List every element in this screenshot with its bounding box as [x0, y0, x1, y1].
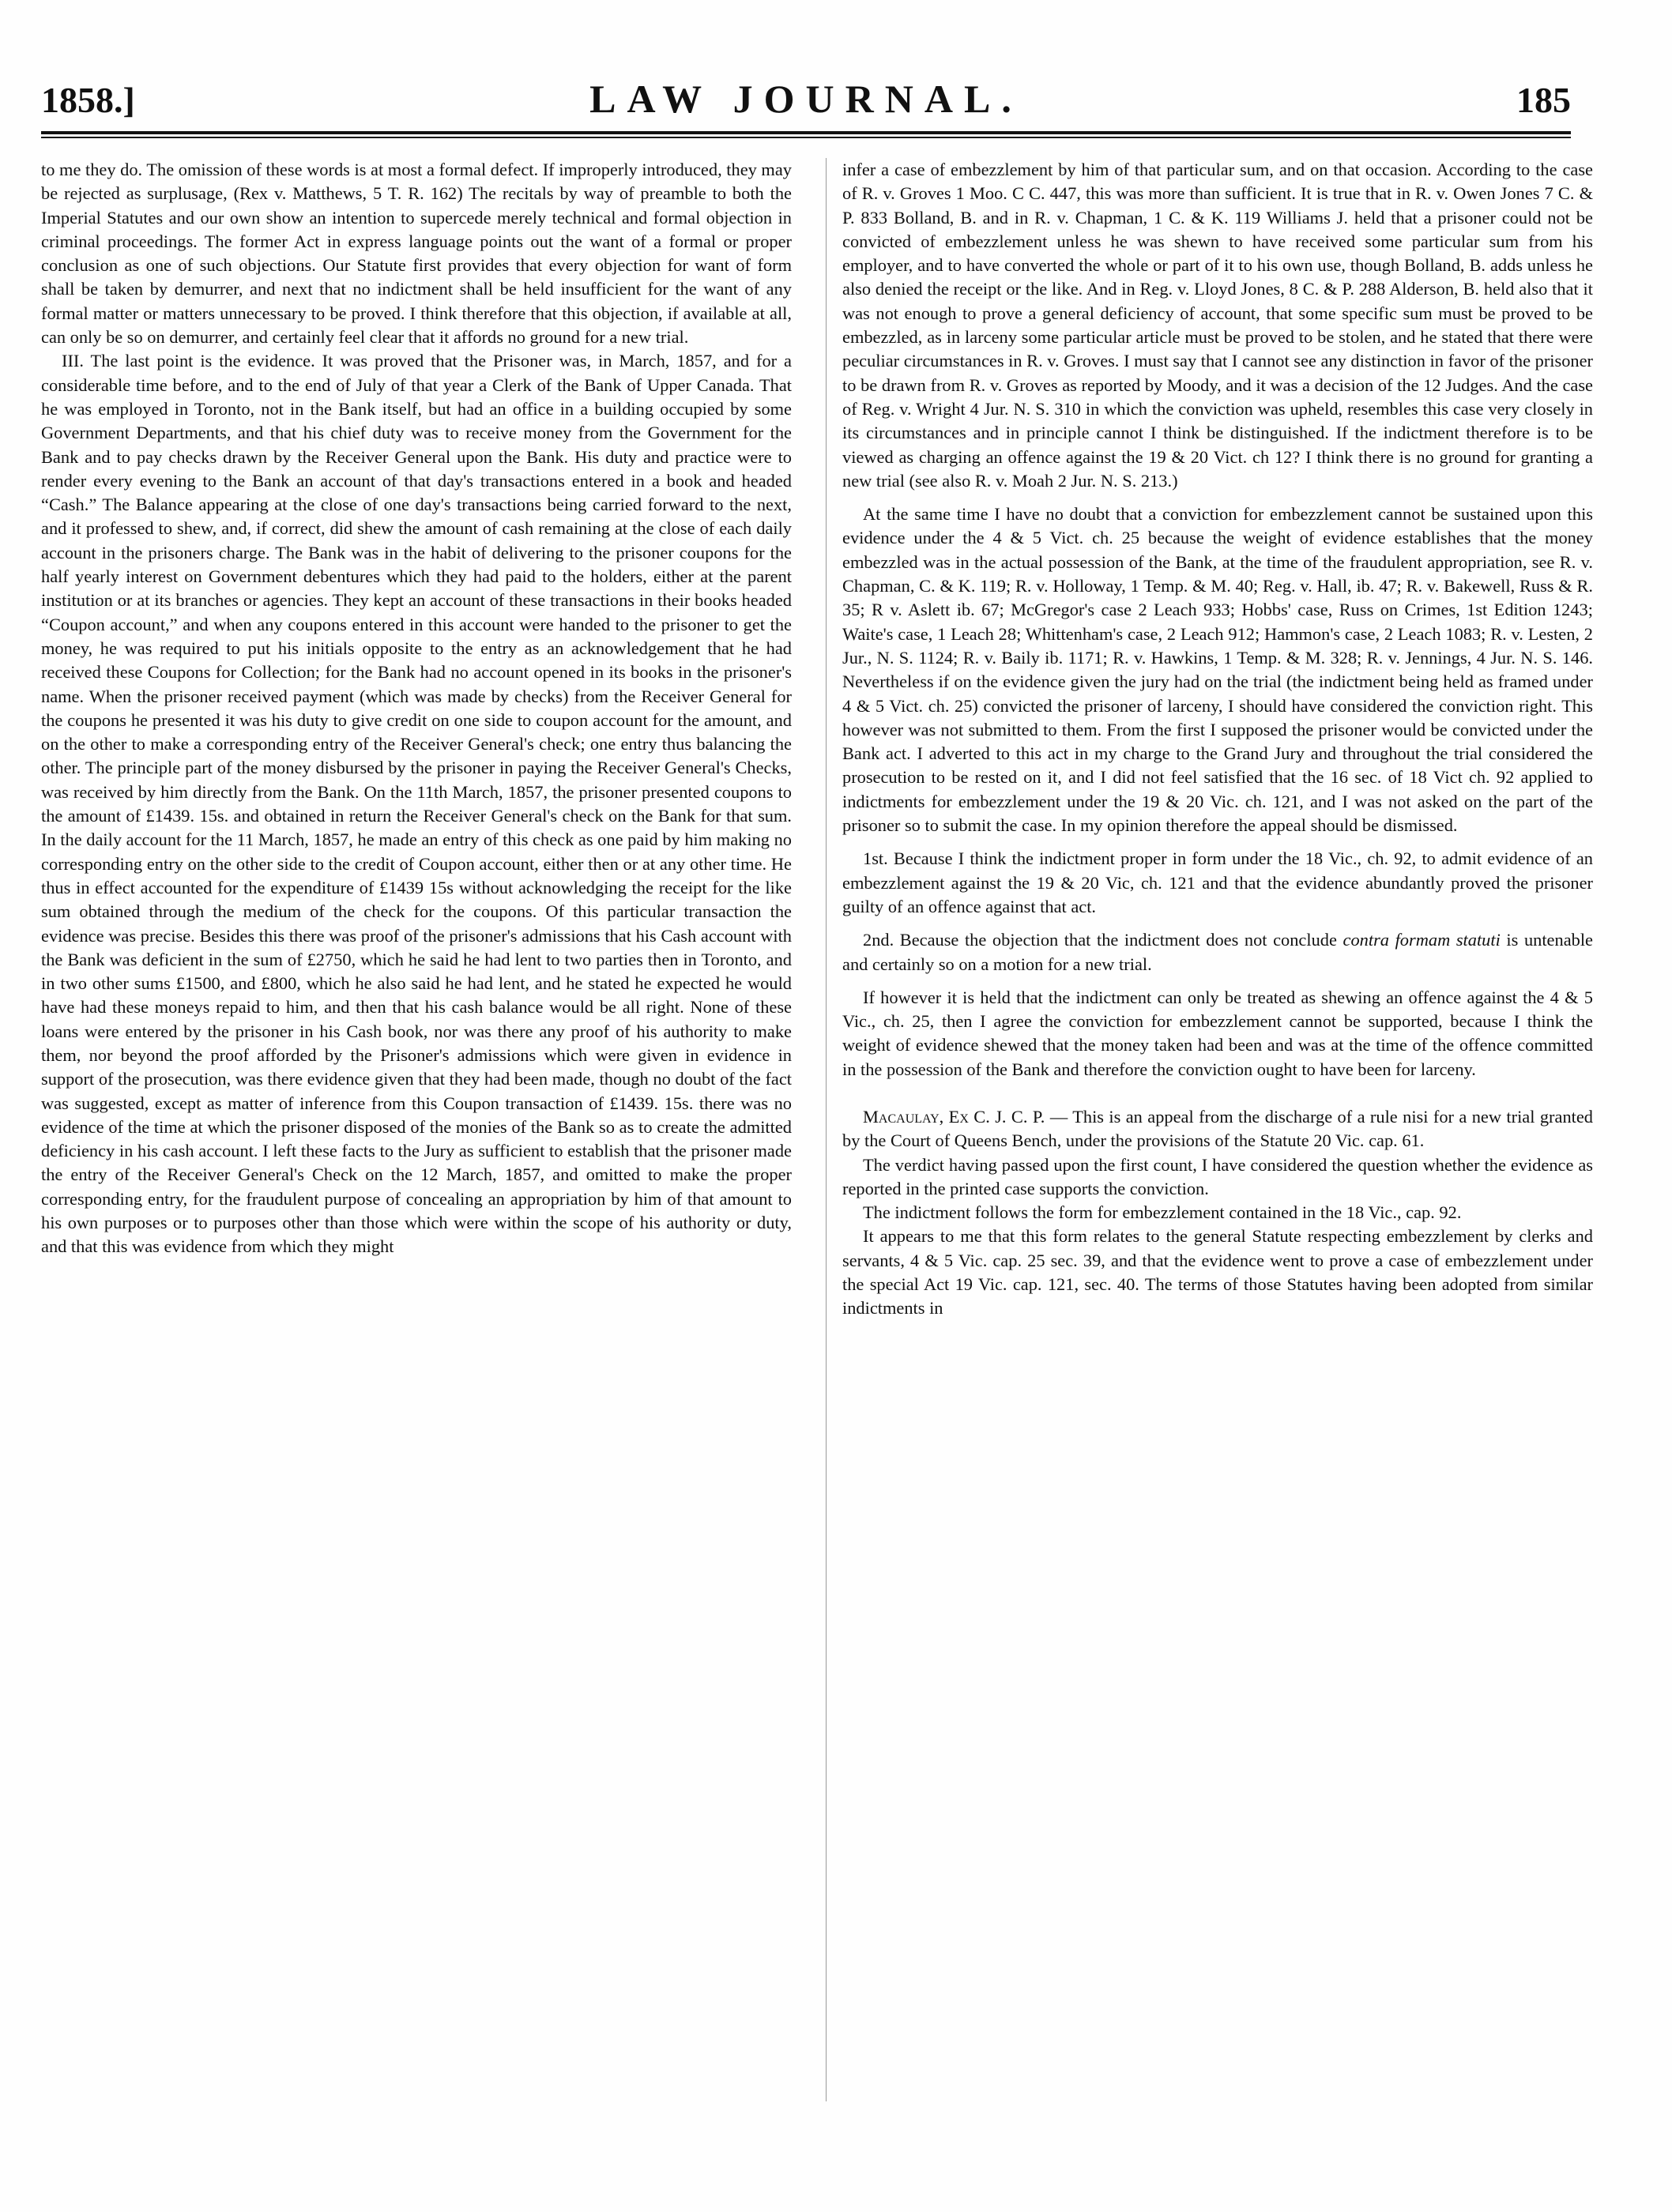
left-column	[41, 158, 792, 1259]
paragraph: to me they do. The omission of these words is at most a formal defect. If improperly introduced, they may be rejected as surplusage, (Rex v. Matthews, 5 T. R. 162) The recitals by way of preamble to both the Imperial Statutes and our own show an intention to supercede merely technical and formal objection in criminal proceedings. The former Act in express language points out the want of a formal or proper conclusion as one of such objections. Our Statute first provides that every objection for want of form shall be taken by demurrer, and next that no indictment shall be held insufficient for the want of any formal matter or matters unnecessary to be proved. I think therefore that this objection, if available at all, can only be so on demurrer, and certainly feel clear that it affords no ground for a new trial.	[41, 160, 792, 348]
judge-name: Macaulay, Ex C. J. C. P.	[863, 1106, 1045, 1127]
paragraph: It appears to me that this form relates to the general Statute respecting embezzlement by clerks and servants, 4 & 5 Vic. cap. 25 sec. 39, and that the evidence went to prove a case of embezzlement under the special Act 19 Vic. cap. 121, sec. 40. The terms of those Statutes having been adopted from similar indictments in	[842, 1226, 1593, 1319]
paragraph: The verdict having passed upon the first count, I have considered the question whether the evidence as reported in the printed case supports the conviction.	[842, 1154, 1593, 1198]
header-year: 1858.]	[41, 80, 135, 120]
text-run: 2nd. Because the objection that the indictment does not conclude	[863, 930, 1337, 950]
paragraph: The indictment follows the form for embezzlement contained in the 18 Vic., cap. 92.	[863, 1202, 1462, 1223]
paragraph: If however it is held that the indictment can only be treated as shewing an offence against the 4 & 5 Vic., ch. 25, then I agree the conviction for embezzlement cannot be supported, because I think the weight of evidence shewed that the money taken had been and was at the time of the offence committed in the possession of the Bank and therefore the conviction ought to have been for larceny.	[842, 987, 1593, 1079]
text-run: — This is an appeal from the discharge of a rule nisi for a new trial granted by the Court of Queens Bench, under the provisions of the Statute 20 Vic. cap. 61.	[842, 1106, 1593, 1151]
page-number: 185	[1516, 80, 1571, 120]
paragraph	[842, 1105, 1593, 1153]
header-rule-thin	[41, 137, 1571, 138]
paragraph: At the same time I have no doubt that a conviction for embezzlement cannot be sustained upon this evidence under the 4 & 5 Vict. ch. 25 because the weight of evidence establishes that the money embezzled was in the actual possession of the Bank, at the time of the fraudulent appropriation, see R. v. Chapman, C. & K. 119; R. v. Holloway, 1 Temp. & M. 40; Reg. v. Hall, ib. 47; R. v. Bakewell, Russ & R. 35; R v. Aslett ib. 67; McGregor's case 2 Leach 933; Hobbs' case, Russ on Crimes, 1st Edition 1243; Waite's case, 1 Leach 28; Whittenham's case, 2 Leach 912; Hammon's case, 2 Leach 1083; R. v. Lesten, 2 Jur., N. S. 1124; R. v. Baily ib. 1171; R. v. Hawkins, 1 Temp. & M. 328; R. v. Jennings, 4 Jur. N. S. 146. Nevertheless if on the evidence given the jury had on the trial (the indictment being held as framed under 4 & 5 Vict. ch. 25) convicted the prisoner of larceny, I should have considered the conviction right. This however was not submitted to them. From the first I supposed the prisoner would be convicted under the Bank act. I adverted to this act in my charge to the Grand Jury and throughout the trial considered the prosecution to be rested on it, and I did not feel satisfied that the 16 sec. of 18 Vict ch. 92 applied to indictments for embezzlement under the 19 & 20 Vic. ch. 121, and I was not asked on the part of the prisoner so to submit the case. In my opinion therefore the appeal should be dismissed.	[842, 504, 1593, 836]
text-run: is untenable and certainly so on a motion for a new trial.	[842, 930, 1593, 974]
paragraph: infer a case of embezzlement by him of that particular sum, and on that occasion. According to the case of R. v. Groves 1 Moo. C C. 447, this was more than sufficient. It is true that in R. v. Owen Jones 7 C. & P. 833 Bolland, B. and in R. v. Chapman, 1 C. & K. 119 Williams J. held that a prisoner could not be convicted of embezzlement unless he was shewn to have received some particular sum from his employer, and to have converted the whole or part of it to his own use, though Bolland, B. adds unless he also denied the receipt or the like. And in Reg. v. Lloyd Jones, 8 C. & P. 288 Alderson, B. held also that it was not enough to prove a general deficiency of account, that some specific sum must be proved to be embezzled, as in larceny some particular article must be proved to be stolen, and he stated that there were peculiar circumstances in R. v. Groves. I must say that I cannot see any distinction in favor of the prisoner to be drawn from R. v. Groves as reported by Moody, and it was a decision of the 12 Judges. And the case of Reg. v. Wright 4 Jur. N. S. 310 in which the conviction was upheld, resembles this case very closely in its circumstances and in principle cannot I think be distinguished. If the indictment therefore is to be viewed as charging an offence against the 19 & 20 Vict. ch 12? I think there is no ground for granting a new trial (see also R. v. Moah 2 Jur. N. S. 213.)	[842, 160, 1593, 491]
paragraph: 1st. Because I think the indictment proper in form under the 18 Vic., ch. 92, to admit evidence of an embezzlement against the 19 & 20 Vic, ch. 121 and that the evidence abundantly proved the prisoner guilty of an offence against that act.	[842, 848, 1593, 916]
right-column	[842, 158, 1593, 1321]
paragraph: III. The last point is the evidence. It was proved that the Prisoner was, in March, 1857, and for a considerable time before, and to the end of July of that year a Clerk of the Bank of Upper Canada. That he was employed in Toronto, not in the Bank itself, but had an office in a building occupied by some Government Departments, and that his chief duty was to receive money from the Government for the Bank and to pay checks drawn by the Receiver General upon the Bank. His duty and practice were to render every evening to the Bank an account of that day's transactions entered in a book and headed “Cash.” The Balance appearing at the close of one day's transactions being carried forward to the next, and it professed to shew, and, if correct, did shew the amount of cash remaining at the close of each daily account in the prisoners charge. The Bank was in the habit of delivering to the prisoner coupons for the half yearly interest on Government debentures which they had paid to the holders, either at the parent institution or at its branches or agencies. They kept an account of these transactions in their books headed “Coupon account,” and when any coupons entered in this account were handed to the prisoner to get the money, he was required to put his initials opposite to the entry as an acknowledgement that he had received these Coupons for Collection; for the Bank had no account opened in its books in the prisoner's name. When the prisoner received payment (which was made by checks) from the Receiver General for the coupons he presented it was his duty to give credit on one side to coupon account for the amount, and on the other to make a corresponding entry of the Receiver General's check; one entry thus balancing the other. The principle part of the money disbursed by the prisoner in paying the Receiver General's Checks, was received by him directly from the Bank. On the 11th March, 1857, the prisoner presented coupons to the amount of £1439. 15s. and obtained in return the Receiver General's check on the Bank for that sum. In the daily account for the 11 March, 1857, he made an entry of this check as one paid by him making no corresponding entry on the other side to the credit of Coupon account, either then or at any other time. He thus in effect accounted for the expenditure of £1439 15s without acknowledging the receipt for the like sum obtained through the medium of the check for the coupons. Of this particular transaction the evidence was precise. Besides this there was proof of the prisoner's admissions that his Cash account with the Bank was deficient in the sum of £2750, which he said he had lent to two parties then in Toronto, and in two other sums £1500, and £800, which he also said he had lent, and he stated he expected he would have had these moneys repaid to him, and then that his cash balance would be all right. None of these loans were entered by the prisoner in his Cash book, nor was there any proof of his authority to make them, nor beyond the proof afforded by the Prisoner's admissions which were given in evidence in support of the prosecution, was there evidence given that they had been made, though no doubt of the fact was suggested, except as matter of inference from this Coupon transaction of £1439. 15s. there was no evidence of the time at which the prisoner disposed of the monies of the Bank so as to create the admitted deficiency in his cash account. I left these facts to the Jury as sufficient to establish that the prisoner made the entry of the Receiver General's Check on the 12 March, 1857, and omitted to make the proper corresponding entry, for the fraudulent purpose of concealing an appropriation by him of that amount to his own purposes or to purposes other than those which were within the scope of his authority or duty, and that this was evidence from which they might	[41, 351, 792, 1257]
journal-title: LAW JOURNAL.	[589, 77, 1022, 121]
header-rule-thick	[41, 131, 1571, 134]
running-header	[41, 70, 1571, 125]
latin-phrase: contra formam statuti	[1342, 930, 1501, 950]
paragraph	[842, 928, 1593, 976]
column-divider	[826, 158, 827, 2101]
